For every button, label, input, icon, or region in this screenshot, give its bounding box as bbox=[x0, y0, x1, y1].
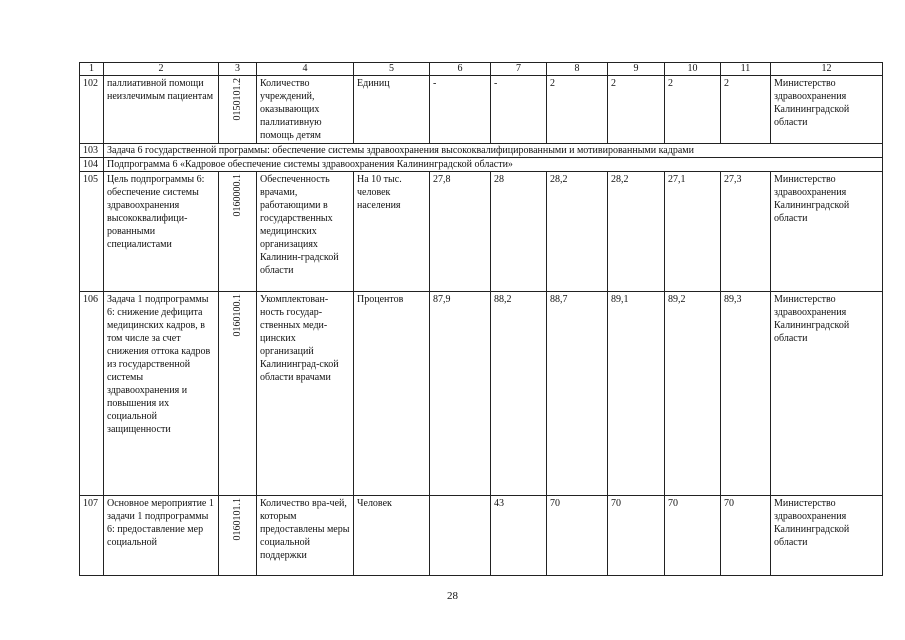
row-code-cell bbox=[219, 76, 257, 144]
row-value: 2 bbox=[547, 76, 608, 144]
row-indicator: Количество учреждений, оказывающих паллиативную помощь детям bbox=[257, 76, 354, 144]
row-name: паллиативной помощи неизлечимым пациентам bbox=[104, 76, 219, 144]
span-row-text: Задача 6 государственной программы: обеспечение системы здравоохранения высококвалифицированными и мотивированными кадрами bbox=[104, 144, 883, 158]
row-code: 0160100.1 bbox=[232, 294, 243, 337]
header-cell: 10 bbox=[665, 63, 721, 76]
row-value: 88,7 bbox=[547, 292, 608, 496]
row-value: 89,2 bbox=[665, 292, 721, 496]
table-row bbox=[80, 76, 883, 144]
row-number: 107 bbox=[80, 496, 104, 576]
row-value: 28,2 bbox=[608, 172, 665, 292]
row-indicator: Обеспеченность врачами, работающими в государственных медицинских организациях Калинин-градской области bbox=[257, 172, 354, 292]
row-value bbox=[430, 496, 491, 576]
indicators-table bbox=[79, 62, 883, 576]
row-value: 70 bbox=[547, 496, 608, 576]
row-value: 70 bbox=[665, 496, 721, 576]
header-cell: 12 bbox=[771, 63, 883, 76]
header-row bbox=[80, 63, 883, 76]
row-unit: Процентов bbox=[354, 292, 430, 496]
header-cell: 8 bbox=[547, 63, 608, 76]
row-code-cell bbox=[219, 292, 257, 496]
row-value: 87,9 bbox=[430, 292, 491, 496]
row-code-cell bbox=[219, 496, 257, 576]
row-number: 106 bbox=[80, 292, 104, 496]
table-row bbox=[80, 292, 883, 496]
row-unit: На 10 тыс. человек населения bbox=[354, 172, 430, 292]
header-cell: 2 bbox=[104, 63, 219, 76]
row-unit: Человек bbox=[354, 496, 430, 576]
row-value: 88,2 bbox=[491, 292, 547, 496]
row-value: 70 bbox=[721, 496, 771, 576]
row-value: 89,3 bbox=[721, 292, 771, 496]
row-value: 27,8 bbox=[430, 172, 491, 292]
header-cell: 9 bbox=[608, 63, 665, 76]
row-code: 0160101.1 bbox=[232, 498, 243, 541]
row-name: Цель подпрограммы 6: обеспечение системы здравоохранения высококвалифици-рованными специалистами bbox=[104, 172, 219, 292]
row-name: Основное мероприятие 1 задачи 1 подпрограммы 6: предоставление мер социальной bbox=[104, 496, 219, 576]
row-code: 0160000.1 bbox=[232, 174, 243, 217]
row-name: Задача 1 подпрограммы 6: снижение дефицита медицинских кадров, в том числе за счет снижения оттока кадров из государственной системы здравоохранения и повышения их социальной защищенности bbox=[104, 292, 219, 496]
row-indicator: Количество вра-чей, которым предоставлены меры социальной поддержки bbox=[257, 496, 354, 576]
row-value: 2 bbox=[608, 76, 665, 144]
row-indicator: Укомплектован-ность государ-ственных меди-цинских организаций Калининград-ской области врачами bbox=[257, 292, 354, 496]
row-number: 103 bbox=[80, 144, 104, 158]
row-value: 70 bbox=[608, 496, 665, 576]
row-value: 2 bbox=[721, 76, 771, 144]
span-row-text: Подпрограмма 6 «Кадровое обеспечение системы здравоохранения Калининградской области» bbox=[104, 158, 883, 172]
header-cell: 4 bbox=[257, 63, 354, 76]
row-value: 28 bbox=[491, 172, 547, 292]
row-responsible: Министерство здравоохранения Калининградской области bbox=[771, 292, 883, 496]
table-row bbox=[80, 172, 883, 292]
header-cell: 7 bbox=[491, 63, 547, 76]
page-number: 28 bbox=[447, 590, 458, 602]
row-value: 27,1 bbox=[665, 172, 721, 292]
table-row bbox=[80, 496, 883, 576]
span-row bbox=[80, 158, 883, 172]
row-code-cell bbox=[219, 172, 257, 292]
header-cell: 5 bbox=[354, 63, 430, 76]
row-value: 27,3 bbox=[721, 172, 771, 292]
row-unit: Единиц bbox=[354, 76, 430, 144]
row-responsible: Министерство здравоохранения Калининградской области bbox=[771, 172, 883, 292]
row-value: 2 bbox=[665, 76, 721, 144]
row-number: 104 bbox=[80, 158, 104, 172]
row-responsible: Министерство здравоохранения Калининградской области bbox=[771, 76, 883, 144]
row-value: - bbox=[430, 76, 491, 144]
header-cell: 6 bbox=[430, 63, 491, 76]
header-cell: 1 bbox=[80, 63, 104, 76]
row-value: - bbox=[491, 76, 547, 144]
span-row bbox=[80, 144, 883, 158]
row-number: 105 bbox=[80, 172, 104, 292]
row-responsible: Министерство здравоохранения Калининградской области bbox=[771, 496, 883, 576]
header-cell: 3 bbox=[219, 63, 257, 76]
row-value: 89,1 bbox=[608, 292, 665, 496]
header-cell: 11 bbox=[721, 63, 771, 76]
row-number: 102 bbox=[80, 76, 104, 144]
row-code: 0150101.2 bbox=[232, 78, 243, 121]
row-value: 28,2 bbox=[547, 172, 608, 292]
row-value: 43 bbox=[491, 496, 547, 576]
